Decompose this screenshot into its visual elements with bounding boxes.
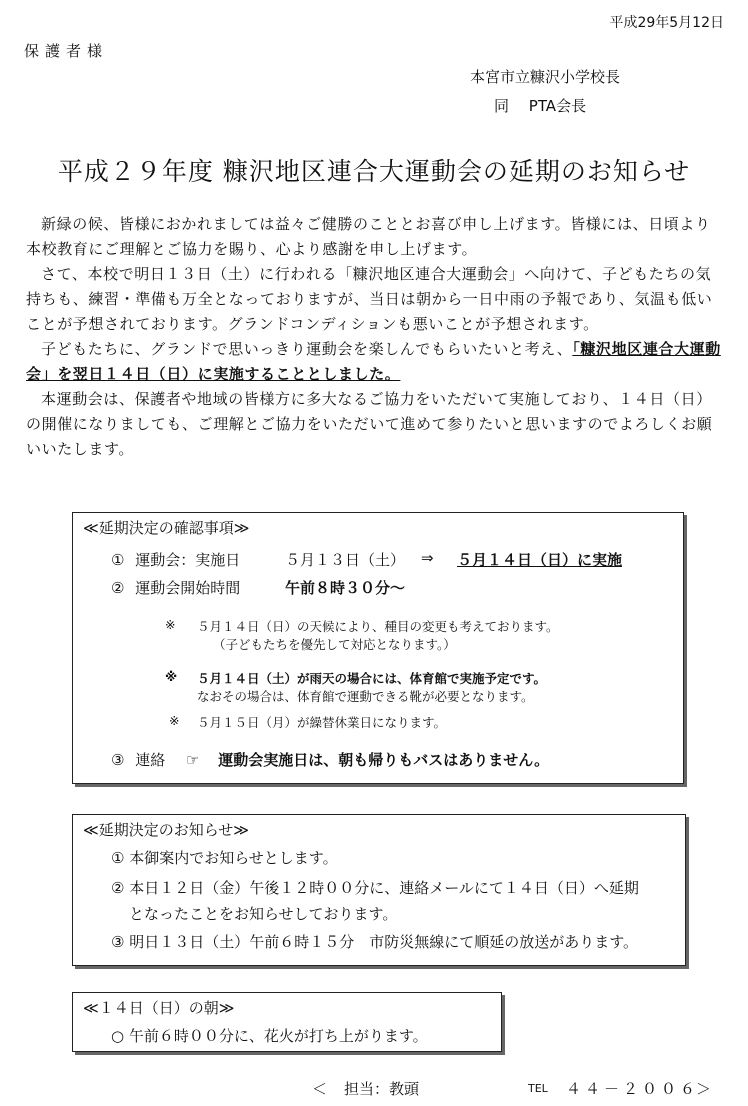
document-title: 平成２９年度 糠沢地区連合大運動会の延期のお知らせ (57, 157, 691, 186)
decision-lead: 子どもたちに、グランドで思いっきり運動会を楽しんでもらいたいと考え、 (41, 340, 573, 358)
footer-close-bracket: ＞ (696, 1080, 712, 1098)
morning-box (72, 992, 502, 1052)
start-time: 午前８時３０分～ (285, 579, 406, 597)
notification-box (72, 814, 686, 966)
note-rain-sub: なおその場合は、体育館で運動できる靴が必要となります。 (197, 689, 534, 704)
item-label: 運動会開始時間 (135, 579, 241, 597)
confirm-item-date (111, 549, 240, 570)
note-rain: ５月１４日（土）が雨天の場合には、体育館で実施予定です。 (197, 671, 547, 686)
footer-tel-label: TEL (528, 1082, 548, 1095)
note-mark: ※ (165, 669, 178, 684)
notify-item-1: ① 本御案内でお知らせとします。 (111, 849, 338, 867)
paragraph-situation: さて、本校で明日１３日（土）に行われる「糠沢地区連合大運動会」へ向けて、子どもたちの気持ちも、練習・準備も万全となっておりますが、当日は朝から一日中雨の予報であり、気温も低いことが予想されております。グランドコンディションも悪いことが予想されます。 (26, 265, 713, 333)
footer-contact: 担当：教頭 (344, 1080, 420, 1098)
footer-open-bracket: ＜ (312, 1080, 328, 1098)
notify-item-2-cont: となったことをお知らせしております。 (129, 905, 398, 923)
confirmation-box (72, 512, 684, 784)
notify-item-2: ② 本日１２日（金）午後１２時００分に、連絡メールにて１４日（日）へ延期 (111, 879, 639, 897)
pointing-hand-icon: ☞ (186, 751, 200, 769)
confirm-item-contact (111, 749, 549, 770)
document-date: 平成29年5月12日 (609, 15, 724, 31)
morning-box-title: ≪１４日（日）の朝≫ (83, 999, 235, 1017)
new-date: ５月１４日（日）に実施 (457, 551, 623, 569)
item-number: ① (111, 551, 125, 569)
old-date: ５月１３日（土） (285, 551, 406, 569)
sender-pta: 同 PTA会長 (494, 97, 587, 115)
confirmation-box-title: ≪延期決定の確認事項≫ (83, 519, 250, 537)
item-label: 連絡 (135, 751, 166, 769)
arrow-icon: ⇒ (421, 549, 434, 567)
item-number: ③ (111, 751, 125, 769)
note-holiday: ５月１５日（月）が繰替休業日になります。 (197, 715, 447, 730)
note-mark: ※ (169, 713, 180, 728)
note-weather-sub: （子どもたちを優先して対応となります。） (213, 637, 456, 652)
notification-box-title: ≪延期決定のお知らせ≫ (83, 821, 249, 839)
paragraph-greeting: 新緑の候、皆様におかれましては益々ご健勝のこととお喜び申し上げます。皆様には、日頃より本校教育にご理解とご協力を賜り、心より感謝を申し上げます。 (26, 215, 711, 258)
note-weather: ５月１４日（日）の天候により、種目の変更も考えております。 (197, 619, 559, 634)
item-label: 運動会：実施日 (135, 551, 241, 569)
notify-item-3: ③ 明日１３日（土）午前６時１５分 市防災無線にて順延の放送があります。 (111, 933, 639, 951)
body-text (26, 212, 726, 462)
paragraph-request: 本運動会は、保護者や地域の皆様方に多大なるご協力をいただいて実施しており、１４日（日）の開催になりましても、ご理解とご協力をいただいて進めて参りたいと思いますのでよろしくお願いいたします。 (26, 390, 713, 458)
confirm-item-time (111, 577, 240, 598)
item-number: ② (111, 579, 125, 597)
bus-notice: 運動会実施日は、朝も帰りもバスはありません。 (218, 751, 550, 769)
sender-school: 本宮市立糠沢小学校長 (470, 68, 621, 86)
note-mark: ※ (165, 617, 176, 632)
paragraph-decision (26, 337, 726, 387)
recipient: 保護者様 (24, 42, 109, 60)
decision-highlight: 「糠沢地区連合大運動会」を翌日１４日（日）に実施することとしました。 (26, 340, 721, 383)
fireworks-notice: ○ 午前６時００分に、花火が打ち上がります。 (111, 1027, 428, 1045)
footer-tel-number: ４４－２００６ (566, 1080, 700, 1098)
